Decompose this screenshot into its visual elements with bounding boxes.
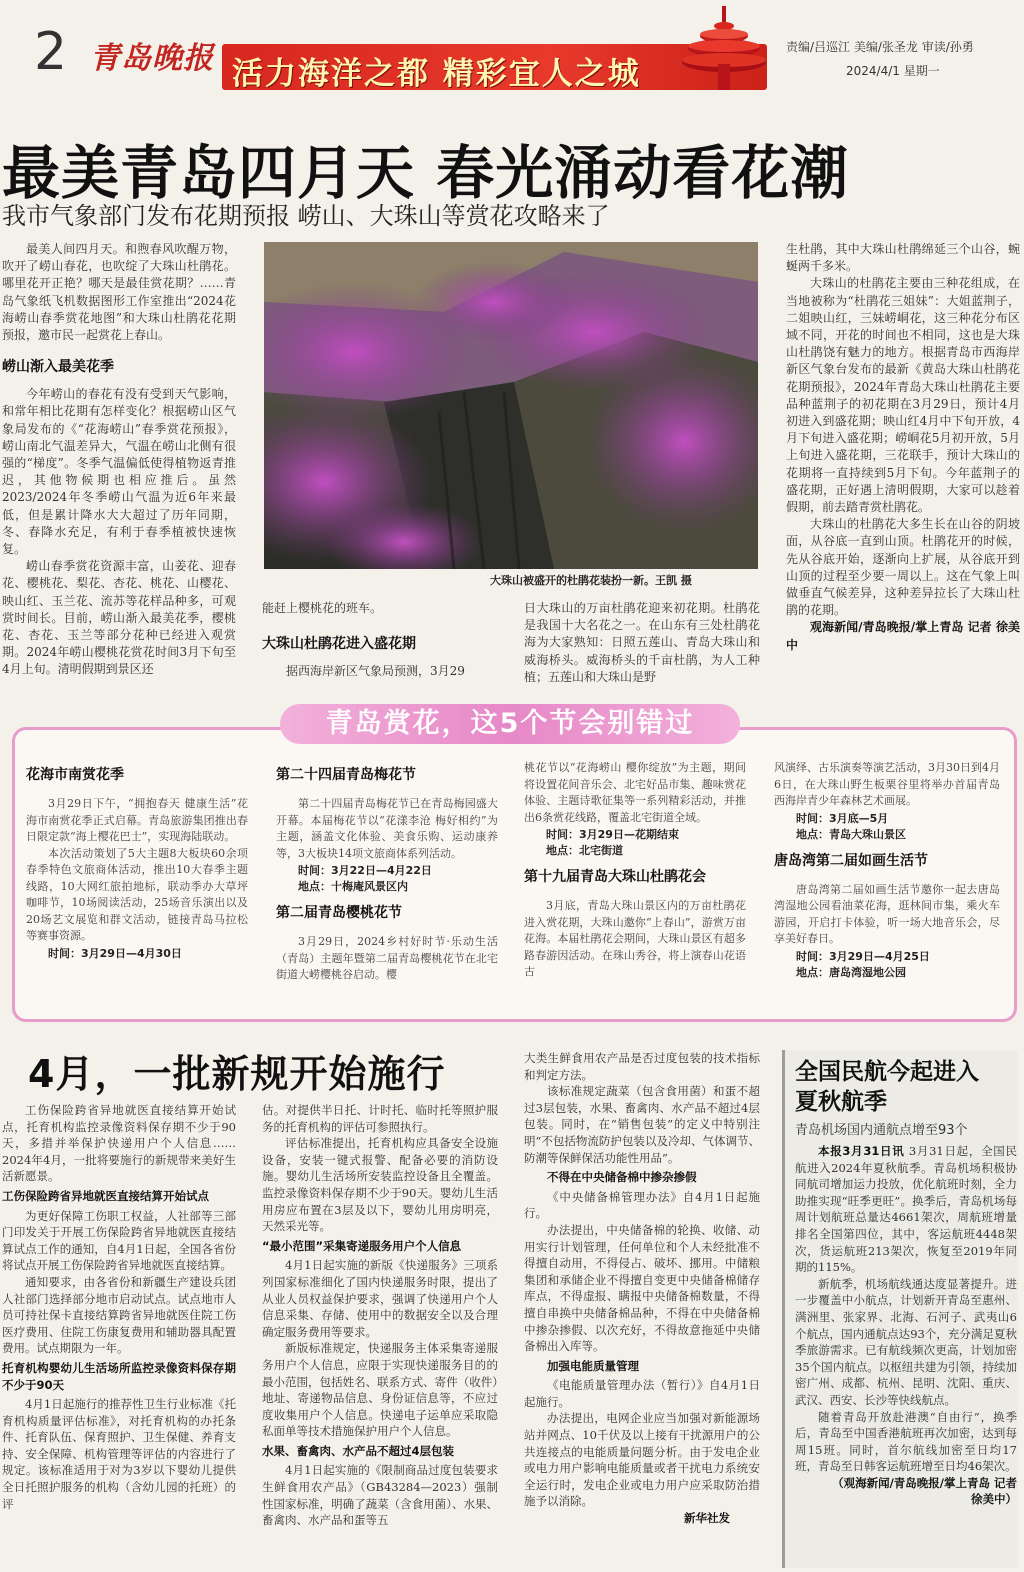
- festival-paragraph: 3月29日下午，“拥抱春天 健康生活”花海市南赏花季正式启幕。青岛旅游集团推出春日限定款“海上樱花巴士”，实现海陆联动。: [26, 797, 248, 843]
- section-heading-laoshan: 崂山渐入最美花季: [2, 359, 114, 376]
- regulations-column-3: [524, 1050, 760, 1568]
- festival-name: 第十九届青岛大珠山杜鹃花会: [524, 869, 706, 885]
- article-paragraph: 能赶上樱桃花的班车。: [262, 601, 383, 615]
- aviation-text: 3月31日起，全国民航进入2024年夏秋航季。青岛机场积极协同航司增加运力投放，优化航班时刻，全力助推实现“旺季更旺”。换季后，青岛机场每周计划航班总量达4661架次，周航班增量排名全国第四位，其中，客运航班4448架次，货运航班213架次，恢复至2019年同期的115%。: [795, 1144, 1017, 1275]
- aviation-headline: 全国民航今起进入夏秋航季: [795, 1059, 979, 1115]
- newspaper-logo: 青岛晚报: [90, 41, 214, 76]
- dateline: 本报3月31日讯: [818, 1144, 905, 1158]
- regulations-paragraph: 通知要求，由各省份和新疆生产建设兵团人社部门选择部分地市启动试点。试点地市人员可持社保卡直接结算跨省异地就医住院工伤医疗费用、住院工伤康复费用和辅助器具配置费用。试点期限为一年。: [2, 1274, 236, 1356]
- regulations-subheading: 不得在中央储备棉中掺杂掺假: [547, 1170, 697, 1185]
- festival-paragraph: 风演绎、古乐演奏等演艺活动，3月30日到4月6日，在大珠山野生板栗谷里将举办首届青岛西海岸青少年森林艺术画展。: [774, 761, 1000, 807]
- main-headline: 最美青岛四月天 春光涌动看花潮: [2, 139, 850, 207]
- festival-time: 时间：3月29日—4月25日: [796, 949, 930, 963]
- article-intro: 最美人间四月天。和煦春风吹醒万物，吹开了崂山春花，也吹绽了大珠山杜鹃花。哪里花开正艳？哪天是最佳赏花期？……青岛气象纸飞机数据图形工作室推出“2024花海崂山春季赏花地图”和大珠山杜鹃花花期预报，邀市民一起赏花上春山。: [2, 242, 236, 343]
- festival-name: 第二届青岛樱桃花节: [276, 905, 402, 921]
- article-column-3: [524, 600, 760, 692]
- festival-time: 时间：3月29日—4月30日: [48, 946, 182, 960]
- aviation-credit: （观海新闻/青岛晚报/掌上青岛 记者 徐美中）: [832, 1475, 1017, 1507]
- festival-column-2: [276, 760, 498, 1008]
- azalea-mountain-photo: [264, 242, 758, 569]
- aviation-body: [795, 1143, 1017, 1565]
- regulations-subheading: 水果、畜禽肉、水产品不超过4层包装: [262, 1443, 454, 1458]
- article-paragraph: 大珠山的杜鹃花大多生长在山谷的阴坡面，从谷底一直到山顶。杜鹃花开的时候，先从谷底开始，逐渐向上扩展，从谷底开到山顶的过程至少要一周以上。这在气象上叫做垂直气候差异，这种差异拉长了大珠山杜鹃的花期。: [786, 517, 1020, 618]
- slogan-text: 活力海洋之都 精彩宜人之城: [232, 56, 641, 92]
- editor-credits: 责编/吕巡江 美编/张圣龙 审读/孙勇: [786, 40, 974, 54]
- festival-column-4: [774, 760, 1000, 1008]
- regulations-paragraph: 4月1日起实施的《限制商品过度包装要求 生鲜食用农产品》（GB43284—2023）强制性国家标准，明确了蔬菜（含食用菌）、水果、畜禽肉、水产品和蛋等五: [262, 1463, 498, 1528]
- festival-time: 时间：3月29日—花期结束: [546, 828, 679, 841]
- festival-name: 花海市南赏花季: [26, 767, 124, 783]
- news-agency-credit: 新华社发: [684, 1511, 730, 1526]
- festival-paragraph: 桃花节以“花海崂山 樱你绽放”为主题，期间将设置花间音乐会、北宅好品市集、趣味赏花体验、主题诗歌征集等一系列精彩活动，并推出6条赏花线路，覆盖北宅街道全域。: [524, 761, 746, 824]
- regulations-paragraph: 4月1日起施行的推荐性卫生行业标准《托育机构质量评估标准》，对托育机构的办托条件、托育队伍、保育照护、卫生保健、养育支持、安全保障、机构管理等评估的内容进行了规定。该标准适用于对为3岁以下婴幼儿提供全日托照护服务的机构（含幼儿园的托班）的评: [2, 1397, 236, 1511]
- aviation-paragraph: 新航季，机场航线通达度显著提升。进一步覆盖中小航点，计划新开青岛至惠州、满洲里、张家界、北海、石河子、武夷山6个航点，国内通航点达93个，充分满足夏秋季旅游需求。已有航线频次更高，计划加密35个国内航点。以枢纽共建为引领，持续加密广州、成都、杭州、昆明、沈阳、重庆、武汉、西安、长沙等快线航点。: [795, 1276, 1017, 1407]
- article-column-4: [786, 241, 1020, 691]
- regulations-paragraph: 办法提出，电网企业应当加强对新能源场站并网点、10千伏及以上接有干扰源用户的公共连接点的电能质量问题分析。由于发电企业或电力用户影响电能质量或者干扰电力系统安全运行时，发电企业或电力用户应采取防治措施予以消除。: [524, 1411, 760, 1509]
- festival-column-3: [524, 760, 746, 1008]
- aviation-subhead: 青岛机场国内通航点增至93个: [795, 1123, 968, 1138]
- aviation-paragraph: [795, 1143, 1017, 1276]
- aviation-paragraph: 随着青岛开放赴港澳“自由行”，换季后，青岛至中国香港航班再次加密，达到每周15班。同时，首尔航线加密至日均17班，青岛至日韩客运航班增至日均46架次。: [795, 1409, 1017, 1474]
- issue-date: 2024/4/1 星期一: [846, 64, 940, 78]
- festival-place: 地点：北宅街道: [546, 844, 623, 857]
- regulations-paragraph: 评估标准提出，托育机构应具备安全设施设备，安装一键式报警、配备必要的消防设施。婴幼儿生活场所安装监控设备且全覆盖。监控录像资料保存期不少于90天。婴幼儿生活用房应布置在3层及以下，婴幼儿用房明亮，天然采光等。: [262, 1136, 498, 1234]
- festival-box-title: 青岛赏花，这5个节会别错过: [280, 704, 740, 744]
- article-paragraph: 大珠山的杜鹃花主要由三种花组成，在当地被称为“杜鹃花三姐妹”：大姐蓝荆子，二姐映山红，三妹崂峒花，这三种花分布区域不同，开花的时间也不相同，这也是大珠山杜鹃饶有魅力的地方。根据青岛市西海岸新区气象台发布的最新《黄岛大珠山杜鹃花花期预报》，2024年青岛大珠山杜鹃花主要品种蓝荆子的初花期在3月29日，预计4月初进入到盛花期；映山红4月中下旬开放，4月下旬进入盛花期；崂峒花5月初开放，5月上旬进入盛花期，三花联手，预计大珠山的花期将一直持续到5月下旬。今年蓝荆子的盛花期，正好遇上清明假期，大家可以趁着假期，前去踏青赏杜鹃花。: [786, 276, 1020, 515]
- reporter-credit: 观海新闻/青岛晚报/掌上青岛 记者 徐美中: [786, 620, 1020, 652]
- regulations-paragraph: 办法提出，中央储备棉的轮换、收储、动用实行计划管理，任何单位和个人未经批准不得擅自动用，不得侵占、破坏、挪用。中储粮集团和承储企业不得擅自变更中央储备棉储存库点，不得虚报、瞒报中央储备棉数量，不得擅自串换中央储备棉品种，不得在中央储备棉中掺杂掺假、以次充好，不得故意拖延中央储备棉出入库等。: [524, 1222, 760, 1354]
- festival-paragraph: 本次活动策划了5大主题8大板块60余项春季特色文旅商体活动，推出10大春季主题线路，10大网红旅拍地标，联动季办大草坪咖啡节，10场阅读活动，25场音乐演出以及20场艺文展览和群文活动，链接青岛马拉松等赛事资源。: [26, 846, 248, 942]
- main-subhead: 我市气象部门发布花期预报 崂山、大珠山等赏花攻略来了: [2, 202, 610, 230]
- page-header: [0, 0, 1024, 100]
- festival-place: 地点：十梅庵风景区内: [298, 880, 408, 893]
- regulations-paragraph: 为更好保障工伤职工权益，人社部等三部门印发关于开展工伤保险跨省异地就医直接结算试点工作的通知，自4月1日起，全国各省份将试点开展工伤保险跨省异地就医直接结算。: [2, 1208, 236, 1273]
- article-column-2: [262, 600, 498, 695]
- regulations-paragraph: 《电能质量管理办法（暂行）》自4月1日起施行。: [524, 1378, 760, 1409]
- article-paragraph: 日大珠山的万亩杜鹃花迎来初花期。杜鹃花是我国十大名花之一。在山东有三处杜鹃花海为大家熟知：日照五莲山、青岛大珠山和威海桥头。威海桥头的千亩杜鹃，为人工种植；五莲山和大珠山是野: [524, 601, 760, 684]
- section-heading-dazhushan: 大珠山杜鹃花进入盛花期: [262, 636, 416, 653]
- tower-icon: [680, 4, 770, 94]
- regulations-paragraph: 该标准规定蔬菜（包含食用菌）和蛋不超过3层包装，水果、畜禽肉、水产品不超过4层包装。同时，在“销售包装”的定义中特别注明“不包括物流防护包装以及冷却、气体调节、防潮等保鲜保活功能性用品”。: [524, 1084, 760, 1165]
- regulations-column-2: [262, 1102, 498, 1568]
- festival-time: 时间：3月22日—4月22日: [298, 864, 432, 877]
- article-column-1: [2, 241, 236, 689]
- regulations-subheading: “最小范围”采集寄递服务用户个人信息: [262, 1238, 462, 1253]
- festival-paragraph: 第二十四届青岛梅花节已在青岛梅园盛大开幕。本届梅花节以“花漾李沧 梅好相约”为主题，涵盖文化体验、美食乐购、运动康养等，3大板块14项文旅商体系列活动。: [276, 797, 498, 860]
- article-paragraph: 生杜鹃，其中大珠山杜鹃绵延三个山谷，蜿蜒两千多米。: [786, 242, 1020, 274]
- regulations-paragraph: 新版标准规定，快递服务主体采集寄递服务用户个人信息，应限于实现快递服务目的的最小范围，包括姓名、联系方式、寄件（收件）地址、寄递物品信息、身份证信息等，不应过度收集用户个人信息。快递电子运单应采取隐私面单等技术措施保护用户个人信息。: [262, 1341, 498, 1439]
- article-paragraph: 今年崂山的春花有没有受到天气影响，和常年相比花期有怎样变化？根据崂山区气象局发布的《“花海崂山”春季赏花预报》，崂山南北气温差异大，气温在崂山北侧有很强的“梯度”。冬季气温偏低使得植物返青推迟，其他物候期也相应推后。虽然2023/2024年冬季崂山气温为近6年来最低，但是累计降水大大超过了历年同期，冬、春降水充足，有利于春季植被快速恢复。: [2, 387, 236, 557]
- regulations-subheading: 托育机构婴幼儿生活场所监控录像资料保存期不少于90天: [2, 1360, 236, 1392]
- festival-name: 唐岛湾第二届如画生活节: [774, 852, 928, 869]
- regulations-intro: 工伤保险跨省异地就医直接结算开始试点，托育机构监控录像资料保存期不少于90天，多措并举保护快递用户个人信息……2024年4月，一批将要施行的新规带来美好生活新愿景。: [2, 1103, 236, 1184]
- page-number: 2: [34, 22, 68, 82]
- article-paragraph: 崂山春季赏花资源丰富，山姜花、迎春花、樱桃花、梨花、杏花、桃花、山樱花、映山红、玉兰花、流苏等花样品种多，可观赏时间长。目前，崂山渐入最美花季，樱桃花、杏花、玉兰等部分花种已经进入观赏期。2024年崂山樱桃花赏花时间3月下旬至4月上旬。清明假期到景区还: [2, 559, 236, 677]
- festival-paragraph: 唐岛湾第二届如画生活节邀你一起去唐岛湾湿地公园看油菜花海，逛林间市集，乘火车游园，开启打卡体验，听一场大地音乐会，尽享美好春日。: [774, 882, 1000, 945]
- regulations-paragraph: 4月1日起实施的新版《快递服务》三项系列国家标准细化了国内快递服务时限，提出了从业人员权益保护要求，强调了快递用户个人信息采集、存储、使用中的数据安全以及合理确定服务费用等要求。: [262, 1258, 498, 1339]
- regulations-paragraph: 大类生鲜食用农产品是否过度包装的技术指标和判定方法。: [524, 1051, 760, 1082]
- festival-column-1: [26, 760, 248, 1008]
- festival-paragraph: 3月底，青岛大珠山景区内的万亩杜鹃花进入赏花期，大珠山邀你“上春山”，游赏万亩花海。本届杜鹃花会期间，大珠山景区有超多路春游因活动。在珠山秀谷，将上演春山花语古: [524, 899, 746, 978]
- photo-caption: 大珠山被盛开的杜鹃花装扮一新。王凯 摄: [490, 574, 692, 587]
- festival-time: 时间：3月底—5月: [796, 811, 889, 825]
- festival-name: 第二十四届青岛梅花节: [276, 767, 416, 783]
- regulations-column-1: [2, 1102, 236, 1568]
- regulations-paragraph: 估。对提供半日托、计时托、临时托等照护服务的托育机构的评估可参照执行。: [262, 1103, 498, 1134]
- article-paragraph: 据西海岸新区气象局预测，3月29: [286, 664, 465, 679]
- regulations-subheading: 工伤保险跨省异地就医直接结算开始试点: [2, 1188, 209, 1203]
- festival-paragraph: 3月29日，2024乡村好时节·乐动生活（青岛）主题年暨第二届青岛樱桃花节在北宅街道大崂樱桃谷启动。樱: [276, 935, 498, 981]
- regulations-paragraph: 《中央储备棉管理办法》自4月1日起施行。: [524, 1189, 760, 1221]
- festival-place: 地点：唐岛湾湿地公园: [796, 965, 906, 979]
- festival-place: 地点：青岛大珠山景区: [796, 827, 906, 841]
- regulations-headline: 4月，一批新规开始施行: [28, 1052, 446, 1096]
- regulations-subheading: 加强电能质量管理: [547, 1358, 639, 1373]
